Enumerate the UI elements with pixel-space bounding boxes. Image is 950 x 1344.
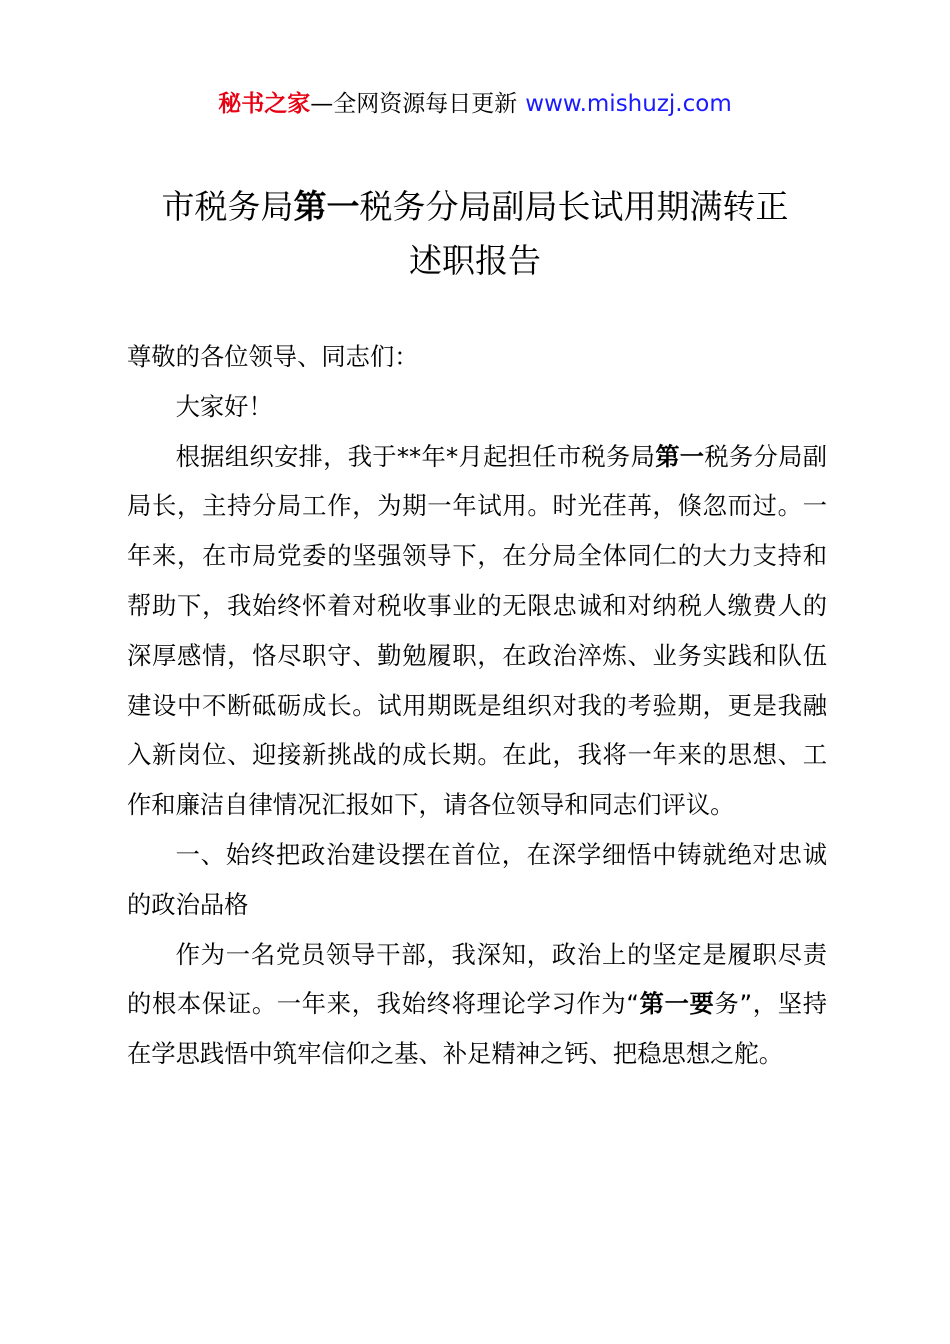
title-line-1: 市税务局第一税务分局副局长试用期满转正 (161, 187, 789, 226)
site-url-link[interactable]: www.mishuzj.com (525, 91, 732, 117)
document-body (127, 332, 827, 1079)
site-header (0, 88, 950, 120)
paragraph-intro: 根据组织安排，我于**年*月起担任市税务局第一税务分局副局长，主持分局工作，为期一年试用。时光荏苒，倏忽而过。一年来，在市局党委的坚强领导下，在分局全体同仁的大力支持和帮助下，我始终怀着对税收事业的无限忠诚和对纳税人缴费人的深厚感情，恪尽职守、勤勉履职，在政治淬炼、业务实践和队伍建设中不断砥砺成长。试用期既是组织对我的考验期，更是我融入新岗位、迎接新挑战的成长期。在此，我将一年来的思想、工作和廉洁自律情况汇报如下，请各位领导和同志们评议。 (127, 441, 828, 820)
paragraph-political: 作为一名党员领导干部，我深知，政治上的坚定是履职尽责的根本保证。一年来，我始终将理论学习作为“第一要务”，坚持在学思践悟中筑牢信仰之基、补足精神之钙、把稳思想之舵。 (127, 939, 827, 1069)
brand-name: 秘书之家 (218, 91, 311, 117)
section-heading-1: 一、始终把政治建设摆在首位，在深学细悟中铸就绝对忠诚的政治品格 (127, 839, 827, 919)
title-line-2: 述职报告 (409, 241, 541, 280)
header-slogan: —全网资源每日更新 (310, 91, 518, 117)
salutation: 尊敬的各位领导、同志们： (127, 342, 419, 371)
document-title (0, 180, 950, 288)
greeting: 大家好！ (175, 391, 273, 421)
